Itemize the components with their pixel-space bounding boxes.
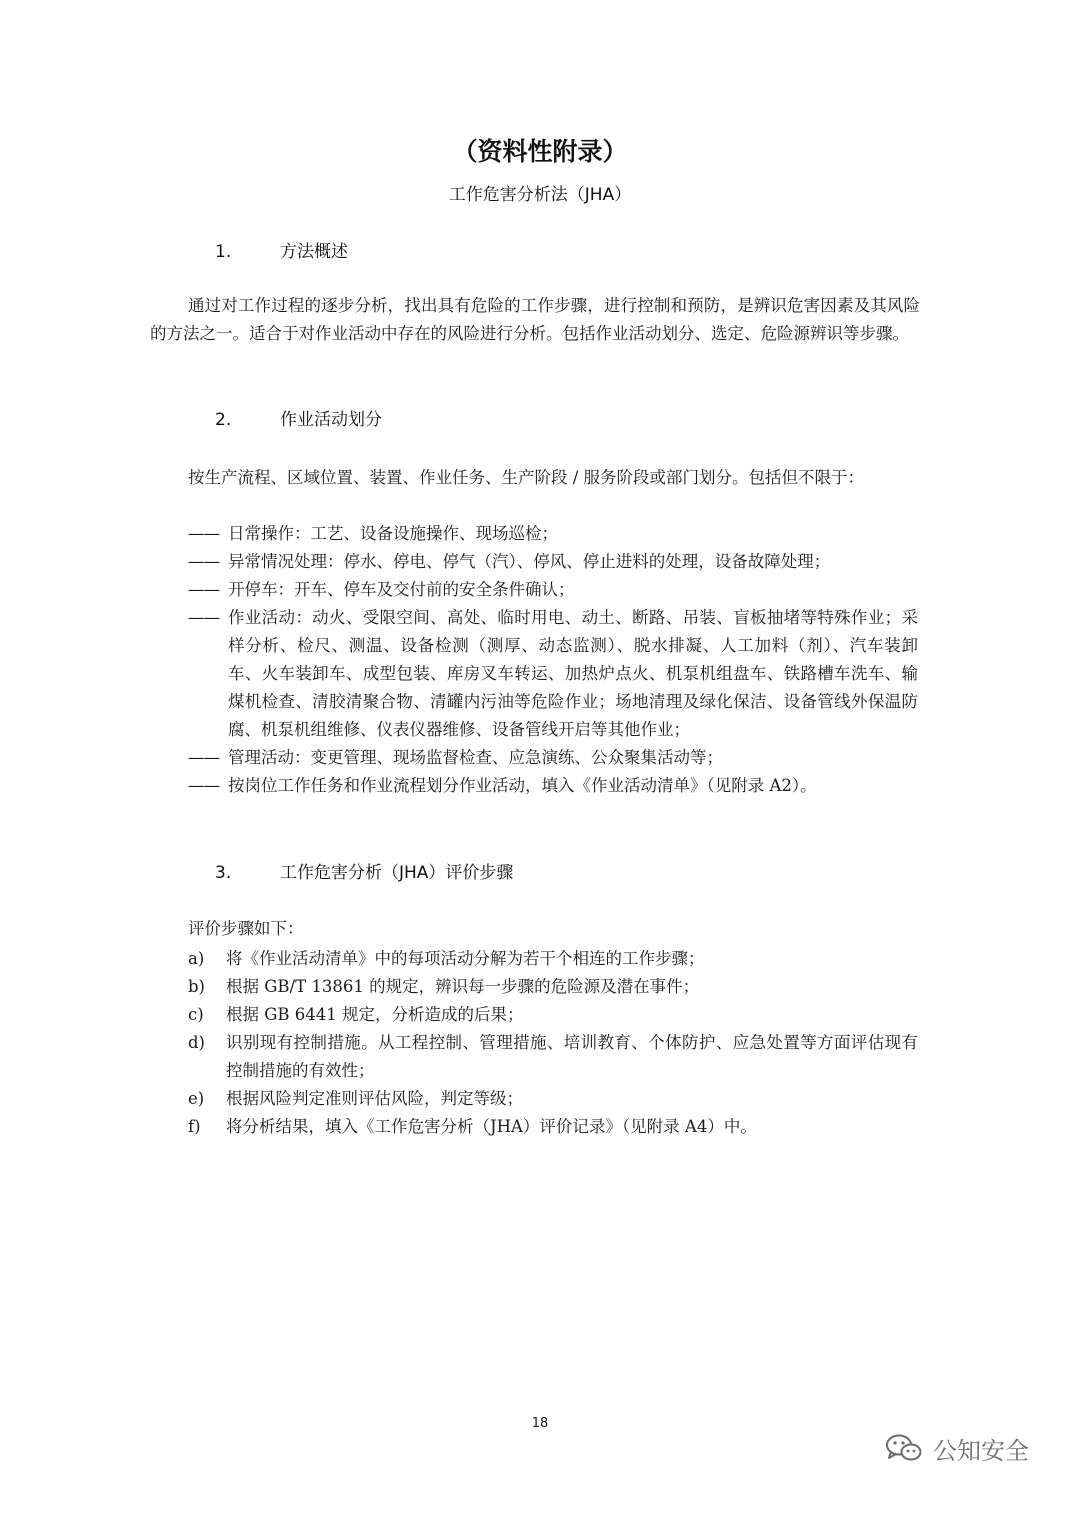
step-item [188,973,918,1001]
list-item-text: 按岗位工作任务和作业流程划分作业活动，填入《作业活动清单》（见附录 A2）。 [228,776,817,795]
step-marker: e) [188,1089,205,1108]
step-text: 根据 GB 6441 规定，分析造成的后果； [226,1005,524,1024]
dash-marker: —— [188,552,219,571]
activity-list [188,520,918,800]
step-item [188,1113,918,1141]
section-title: 作业活动划分 [280,410,382,430]
list-item-text: 日常操作：工艺、设备设施操作、现场巡检； [228,524,558,543]
page-subtitle: 工作危害分析法（JHA） [448,185,632,205]
step-marker: f) [188,1117,201,1136]
list-item [188,576,918,604]
dash-marker: —— [188,776,219,795]
step-marker: d) [188,1033,205,1052]
steps-intro: 评价步骤如下： [188,919,304,938]
dash-marker: —— [188,748,219,767]
watermark [885,1428,1029,1468]
section-number: 1. [215,242,232,262]
dash-marker: —— [188,524,219,543]
list-item-text: 管理活动：变更管理、现场监督检查、应急演练、公众聚集活动等； [228,748,723,767]
section-title: 工作危害分析（JHA）评价步骤 [280,863,514,883]
list-item-text: 异常情况处理：停水、停电、停气（汽）、停风、停止进料的处理，设备故障处理； [228,552,831,571]
step-text: 将《作业活动清单》中的每项活动分解为若干个相连的工作步骤； [226,949,705,968]
step-marker: c) [188,1005,204,1024]
page-title: （资料性附录） [452,137,628,166]
step-marker: a) [188,949,205,968]
section-3-heading [0,858,1080,888]
section-2-paragraph: 按生产流程、区域位置、装置、作业任务、生产阶段 / 服务阶段或部门划分。包括但不限于： [188,468,865,487]
dash-marker: —— [188,580,219,599]
step-item [188,1029,918,1085]
step-item [188,1001,918,1029]
wechat-icon [885,1433,923,1463]
step-text: 识别现有控制措施。从工程控制、管理措施、培训教育、个体防护、应急处置等方面评估现有控制措施的有效性； [226,1033,918,1080]
section-2-heading [0,405,1080,435]
step-text: 根据风险判定准则评估风险，判定等级； [226,1089,523,1108]
step-marker: b) [188,977,205,996]
steps-list [188,945,918,1141]
section-number: 2. [215,410,232,430]
list-item [188,520,918,548]
list-item [188,772,918,800]
step-text: 根据 GB/T 13861 的规定，辨识每一步骤的危险源及潜在事件； [226,977,700,996]
list-item-text: 开停车：开车、停车及交付前的安全条件确认； [228,580,575,599]
list-item [188,744,918,772]
step-item [188,1085,918,1113]
section-number: 3. [215,863,232,883]
page-number: 18 [531,1416,549,1431]
list-item [188,604,918,744]
list-item [188,548,918,576]
step-item [188,945,918,973]
section-1-paragraph: 通过对工作过程的逐步分析，找出具有危险的工作步骤，进行控制和预防，是辨识危害因素及其风险的方法之一。适合于对作业活动中存在的风险进行分析。包括作业活动划分、选定、危险源辨识等步骤。 [150,296,920,343]
section-1-heading [0,237,1080,267]
watermark-text: 公知安全 [933,1436,1029,1465]
step-text: 将分析结果，填入《工作危害分析（JHA）评价记录》（见附录 A4）中。 [226,1117,757,1136]
dash-marker: —— [188,608,219,627]
list-item-text: 作业活动：动火、受限空间、高处、临时用电、动土、断路、吊装、盲板抽堵等特殊作业；采样分析、检尺、测温、设备检测（测厚、动态监测）、脱水排凝、人工加料（剂）、汽车装卸车、火车装卸车、成型包装、库房叉车转运、加热炉点火、机泵机组盘车、铁路槽车洗车、输煤机检查、清胶清聚合物、清罐内污油等危险作业；场地清理及绿化保洁、设备管线外保温防腐、机泵机组维修、仪表仪器维修、设备管线开启等其他作业； [228,608,918,739]
section-title: 方法概述 [280,242,348,262]
